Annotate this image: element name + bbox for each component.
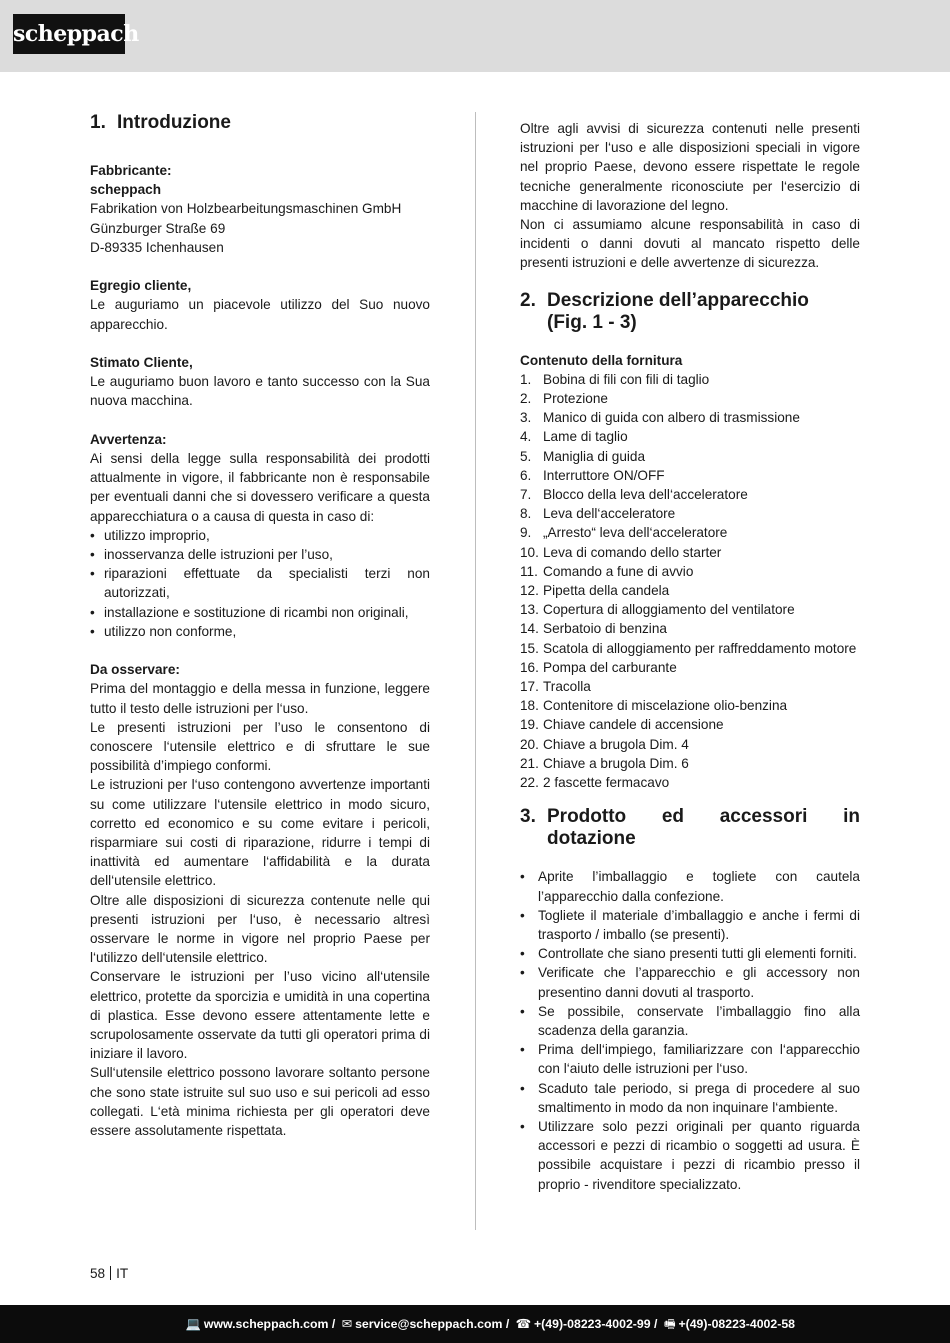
list-item: 17. Tracolla <box>520 679 591 695</box>
list-item: 18. Contenitore di miscelazione olio-benzina <box>520 698 788 714</box>
list-item: • utilizzo non conforme, <box>90 623 237 639</box>
contents-list <box>520 370 860 792</box>
list-item: 6. Interruttore ON/OFF <box>520 467 665 483</box>
avvertenza-list <box>90 526 430 641</box>
footer-fax: +(49)-08223-4002-58 <box>678 1317 795 1331</box>
section-1-heading: 1. Introduzione <box>90 112 231 133</box>
osservare-paragraph: Le presenti istruzioni per l’uso le consentono di conoscere l‘utensile elettrico e di sfruttare le sue possibilità d’impiego conformi. <box>90 719 430 774</box>
egregio-label: Egregio cliente, <box>90 278 192 294</box>
list-item: 19. Chiave candele di accensione <box>520 717 724 733</box>
list-item: 12. Pipetta della candela <box>520 583 670 599</box>
list-item: • Aprite l’imballaggio e togliete con cautela l’apparecchio dalla confezione. <box>520 869 860 904</box>
manufacturer-line: Fabrikation von Holzbearbeitungsmaschinen GmbH <box>90 201 402 217</box>
scheppach-logo: scheppach <box>13 14 125 54</box>
right-column <box>520 119 860 1194</box>
footer-web[interactable]: www.scheppach.com <box>203 1317 329 1331</box>
section-2-heading: 2. Descrizione dell’apparecchio (Fig. 1 - 3) <box>520 289 809 333</box>
email-icon: ✉ <box>341 1317 353 1331</box>
osservare-paragraph: Prima del montaggio e della messa in funzione, leggere tutto il testo delle istruzioni per l‘uso. <box>90 681 430 716</box>
list-item: 16. Pompa del carburante <box>520 659 677 675</box>
list-item: 2. Protezione <box>520 391 608 407</box>
list-item: • installazione e sostituzione di ricambi non originali, <box>90 604 409 620</box>
section-3-heading: 3. Prodotto ed accessori in dotazione <box>520 806 860 850</box>
egregio-text: Le auguriamo un piacevole utilizzo del Suo nuovo apparecchio. <box>90 297 430 332</box>
list-item: 13. Copertura di alloggiamento del ventilatore <box>520 602 795 618</box>
manufacturer-line: Günzburger Straße 69 <box>90 220 226 236</box>
list-item: 5. Maniglia di guida <box>520 448 646 464</box>
footer-phone: +(49)-08223-4002-99 <box>534 1317 651 1331</box>
list-item: 11. Comando a fune di avvio <box>520 563 694 579</box>
list-item: • Prima dell‘impiego, familiarizzare con l‘apparecchio con l‘aiuto delle istruzioni per l‘uso. <box>520 1042 860 1077</box>
computer-icon: 💻 <box>185 1317 201 1331</box>
osservare-paragraph: Oltre alle disposizioni di sicurezza contenute nelle qui presenti istruzioni per l‘uso, è necessario altresì osservare le norme in vigore nel proprio Paese per l‘utilizzo dell‘utensile elettrico. <box>90 892 430 966</box>
manufacturer-label: Fabbricante: <box>90 163 172 178</box>
osservare-paragraph: Sull‘utensile elettrico possono lavorare soltanto persone che sono state istruite sul suo uso e sui pericoli ad esso collegati. L‘età minima richiesta per gli operatori deve essere assolutamente rispettata. <box>90 1065 430 1139</box>
avvertenza-label: Avvertenza: <box>90 431 167 447</box>
list-item: 15. Scatola di alloggiamento per raffreddamento motore <box>520 640 857 656</box>
list-item: 9. „Arresto“ leva dell‘acceleratore <box>520 525 728 541</box>
column-divider <box>475 112 476 1230</box>
phone-icon: ☎ <box>515 1317 531 1331</box>
list-item: • Verificate che l’apparecchio e gli accessory non presentino danni dovuti al trasporto. <box>520 965 860 1000</box>
list-item: 10. Leva di comando dello starter <box>520 544 722 560</box>
manufacturer-line: D-89335 Ichenhausen <box>90 239 224 255</box>
stimato-label: Stimato Cliente, <box>90 355 193 370</box>
list-item: 4. Lame di taglio <box>520 429 628 445</box>
list-item: 3. Manico di guida con albero di trasmissione <box>520 410 800 426</box>
avvertenza-text: Ai sensi della legge sulla responsabilità dei prodotti attualmente in vigore, il fabbricante non è responsabile per eventuali danni che si dovessero verificare a questa apparecchiatura o a causa di questa in caso di: <box>90 451 430 524</box>
manufacturer-name: scheppach <box>90 182 162 198</box>
page-header <box>0 0 950 72</box>
left-column <box>90 112 430 1140</box>
list-item: • utilizzo improprio, <box>90 527 210 543</box>
list-item: 7. Blocco della leva dell‘acceleratore <box>520 487 748 503</box>
list-item: • inosservanza delle istruzioni per l’uso, <box>90 547 333 563</box>
list-item: 21. Chiave a brugola Dim. 6 <box>520 755 689 771</box>
intro-paragraph: Non ci assumiamo alcune responsabilità in caso di incidenti o danni dovuti al mancato rispetto delle presenti istruzioni e delle avvertenze di sicurezza. <box>520 217 860 271</box>
list-item: • Controllate che siano presenti tutti gli elementi forniti. <box>520 946 857 962</box>
osservare-label: Da osservare: <box>90 662 180 678</box>
contents-label: Contenuto della fornitura <box>520 352 683 368</box>
footer-email[interactable]: service@scheppach.com <box>355 1317 503 1331</box>
list-item: • riparazioni effettuate da specialisti terzi non autorizzati, <box>90 566 430 601</box>
list-item: 20. Chiave a brugola Dim. 4 <box>520 736 689 752</box>
page-footer: 💻 www.scheppach.com / ✉ service@scheppach.com / ☎ +(49)-08223-4002-99 / 🖷 +(49)-08223-4002-58 <box>0 1305 950 1343</box>
list-item: 14. Serbatoio di benzina <box>520 621 667 637</box>
list-item: • Togliete il materiale d’imballaggio e anche i fermi di trasporto / imballo (se presenti). <box>520 907 860 942</box>
stimato-text: Le auguriamo buon lavoro e tanto successo con la Sua nuova macchina. <box>90 374 430 409</box>
list-item: 22. 2 fascette fermacavo <box>520 775 670 791</box>
page-number: 58 IT <box>90 1266 129 1281</box>
list-item: 1. Bobina di fili con fili di taglio <box>520 371 710 387</box>
osservare-paragraph: Conservare le istruzioni per l’uso vicino all‘utensile elettrico, protette da sporcizia e umidità in una copertina di plastica. Esse devono essere attentamente lette e scrupolosamente osservate da tutti gli operatori prima di iniziare il lavoro. <box>90 969 430 1062</box>
list-item: • Utilizzare solo pezzi originali per quanto riguarda accessori e pezzi di ricambio o soggetti ad usura. È possibile acquistare i pezzi di ricambio presso il proprio - rivenditore specializzato. <box>520 1118 860 1192</box>
fax-icon: 🖷 <box>663 1317 676 1331</box>
accessory-list <box>520 867 860 1193</box>
osservare-paragraph: Le istruzioni per l‘uso contengono avvertenze importanti su come utilizzare l‘utensile elettrico in modo sicuro, corretto ed economico e su come evitare i pericoli, risparmiare sui costi di riparazione, ridurre i tempi di inattività ed aumentare l‘affidabilità e la durata dell‘utensile elettrico. <box>90 777 430 889</box>
list-item: 8. Leva dell‘acceleratore <box>520 506 676 522</box>
list-item: • Se possibile, conservate l’imballaggio fino alla scadenza della garanzia. <box>520 1003 860 1038</box>
list-item: • Scaduto tale periodo, si prega di procedere al suo smaltimento in modo da non inquinare l‘ambiente. <box>520 1080 860 1115</box>
intro-paragraph: Oltre agli avvisi di sicurezza contenuti nelle presenti istruzioni per l‘uso e alle disposizioni speciali in vigore nel proprio Paese, devono essere rispettate le regole tecniche generalmente riconosciute per l‘esercizio di macchine di lavorazione del legno. <box>520 121 860 213</box>
